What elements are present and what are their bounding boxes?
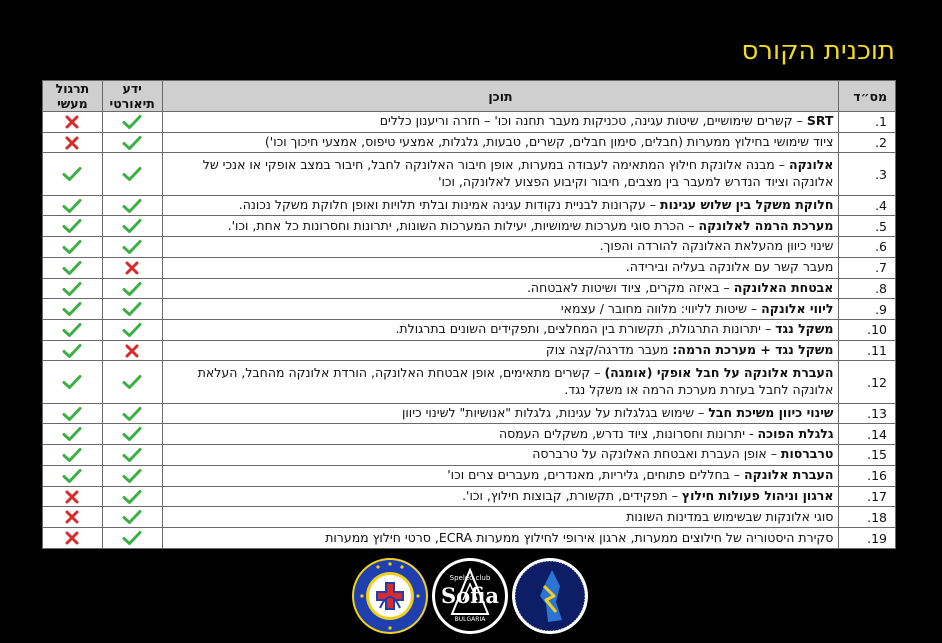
theory-mark-check-icon bbox=[102, 486, 162, 507]
row-content bbox=[162, 507, 839, 528]
theory-mark-x-icon bbox=[102, 257, 162, 278]
table-row bbox=[43, 424, 896, 445]
practice-mark-x-icon bbox=[43, 132, 103, 153]
practice-mark-x-icon bbox=[43, 486, 103, 507]
row-content bbox=[162, 403, 839, 424]
practice-mark-check-icon bbox=[43, 153, 103, 195]
row-description: – הכרת סוגי מערכות שימושיות, יעילות המערכות השונות, יתרונות וחסרונות כל אחת, וכו'. bbox=[227, 217, 699, 233]
practice-mark-check-icon bbox=[43, 340, 103, 361]
practice-mark-check-icon bbox=[43, 257, 103, 278]
row-topic: משקל נגד bbox=[775, 321, 834, 337]
table-row bbox=[43, 528, 896, 549]
theory-mark-check-icon bbox=[102, 361, 162, 403]
theory-mark-check-icon bbox=[102, 195, 162, 216]
row-description: – קשרים מתאימים, אופן אבטחת האלונקה, הורדת אלונקה מהחבל, העלאת אלונקה לחבל בעזרת מערכת הרמה או משקל נגד. bbox=[197, 365, 834, 398]
row-description: – בחללים פתוחים, גליריות, מאנדרים, מעברים צרים וכו' bbox=[447, 467, 745, 483]
row-description: מעבר קשר עם אלונקה בעליה ובירידה. bbox=[625, 259, 834, 275]
row-content bbox=[162, 465, 839, 486]
sofia-logo-top-text: Speleo club bbox=[449, 574, 491, 582]
speleo-club-sofia-logo bbox=[430, 556, 510, 636]
practice-mark-check-icon bbox=[43, 278, 103, 299]
row-content bbox=[162, 278, 839, 299]
row-number: 15. bbox=[839, 445, 896, 466]
table-row bbox=[43, 237, 896, 258]
theory-mark-check-icon bbox=[102, 237, 162, 258]
row-description: – שימוש בגלגלות על עגינות, גלגלות "אנושיות" לשינוי כיוון bbox=[401, 405, 709, 421]
row-content bbox=[162, 132, 839, 153]
table-header-row bbox=[43, 81, 896, 112]
theory-mark-check-icon bbox=[102, 445, 162, 466]
theory-mark-check-icon bbox=[102, 153, 162, 195]
row-topic: SRT bbox=[806, 113, 834, 129]
row-description: – באיזה מקרים, ציוד ושיטות לאבטחה. bbox=[526, 279, 734, 295]
row-content bbox=[162, 340, 839, 361]
header-content: תוכן bbox=[162, 81, 839, 112]
row-topic: העברת אלונקה על חבל אופקי (אומגה) bbox=[604, 365, 834, 381]
theory-mark-check-icon bbox=[102, 507, 162, 528]
table-row bbox=[43, 340, 896, 361]
practice-mark-check-icon bbox=[43, 424, 103, 445]
theory-mark-check-icon bbox=[102, 528, 162, 549]
row-description: – יתרונות התרגולת, תקשורת בין המחלצים, ותפקידים השונים בתרגולת. bbox=[395, 321, 776, 337]
row-description: שינוי כיוון מהעלאת האלונקה להורדה והפוך. bbox=[599, 238, 834, 254]
theory-mark-check-icon bbox=[102, 465, 162, 486]
row-topic: ליווי אלונקה bbox=[761, 300, 834, 316]
row-number: 6. bbox=[839, 237, 896, 258]
table-row bbox=[43, 216, 896, 237]
sofia-logo-bottom-text: BULGARIA bbox=[454, 616, 486, 623]
row-topic: העברת אלונקה bbox=[744, 467, 834, 483]
row-content bbox=[162, 320, 839, 341]
table-row bbox=[43, 132, 896, 153]
row-number: 17. bbox=[839, 486, 896, 507]
european-cave-rescue-logo bbox=[350, 556, 430, 636]
row-number: 19. bbox=[839, 528, 896, 549]
row-content bbox=[162, 361, 839, 403]
row-description: סוגי אלונקות שבשימוש במדינות השונות bbox=[626, 508, 834, 524]
row-number: 1. bbox=[839, 112, 896, 133]
row-number: 18. bbox=[839, 507, 896, 528]
theory-mark-check-icon bbox=[102, 424, 162, 445]
row-number: 4. bbox=[839, 195, 896, 216]
table-row bbox=[43, 507, 896, 528]
row-description: מעבר מדרגה/קצה צוק bbox=[545, 342, 673, 358]
row-number: 8. bbox=[839, 278, 896, 299]
row-description: – עקרונות לבניית נקודות עגינה אמינות ובלתי תלויות ואופן חלוקת משקל נכונה. bbox=[238, 197, 661, 213]
row-content bbox=[162, 486, 839, 507]
table-row bbox=[43, 445, 896, 466]
practice-mark-check-icon bbox=[43, 403, 103, 424]
row-description: סקירת היסטוריה של חילוצים ממערות, ארגון אירופי לחילוץ ממערות ECRA, סרטי חילוץ ממערות bbox=[325, 529, 834, 545]
row-number: 7. bbox=[839, 257, 896, 278]
practice-mark-check-icon bbox=[43, 195, 103, 216]
practice-mark-check-icon bbox=[43, 361, 103, 403]
row-topic: ארגון וניהול פעולות חילוץ bbox=[681, 487, 834, 503]
table-row bbox=[43, 465, 896, 486]
theory-mark-check-icon bbox=[102, 320, 162, 341]
sofia-logo-text: Sofia bbox=[440, 583, 500, 608]
row-number: 9. bbox=[839, 299, 896, 320]
row-topic: אלונקה bbox=[789, 157, 834, 173]
theory-mark-check-icon bbox=[102, 112, 162, 133]
header-theory: ידע תיאורטי bbox=[102, 81, 162, 112]
row-description: – שיטות לליווי: מלווה מחובר / עצמאי bbox=[560, 300, 762, 316]
row-number: 10. bbox=[839, 320, 896, 341]
theory-mark-check-icon bbox=[102, 278, 162, 299]
logo-bar bbox=[350, 556, 590, 638]
practice-mark-x-icon bbox=[43, 507, 103, 528]
row-topic: אבטחת האלונקה bbox=[733, 279, 834, 295]
practice-mark-check-icon bbox=[43, 465, 103, 486]
row-topic: חלוקת משקל בין שלוש עגינות bbox=[660, 197, 834, 213]
row-number: 5. bbox=[839, 216, 896, 237]
row-number: 11. bbox=[839, 340, 896, 361]
table-row bbox=[43, 278, 896, 299]
practice-mark-check-icon bbox=[43, 216, 103, 237]
practice-mark-x-icon bbox=[43, 528, 103, 549]
row-number: 2. bbox=[839, 132, 896, 153]
table-row bbox=[43, 112, 896, 133]
israel-cave-rescue-logo bbox=[510, 556, 590, 636]
row-description: – אופן העברת ואבטחת האלונקה על טרברסה bbox=[532, 446, 781, 462]
theory-mark-check-icon bbox=[102, 403, 162, 424]
table-row bbox=[43, 153, 896, 195]
practice-mark-check-icon bbox=[43, 299, 103, 320]
page-title: תוכנית הקורס bbox=[741, 36, 895, 66]
row-topic: מערכת הרמה לאלונקה bbox=[698, 217, 834, 233]
course-table bbox=[42, 80, 896, 549]
row-description: – קשרים שימושיים, שיטות עגינה, טכניקות מעבר תחנה וכו' – חזרה וריענון כללים bbox=[379, 113, 807, 129]
row-description: ציוד שימושי בחילוץ ממערות (חבלים, סימון חבלים, קשרים, טבעות, גלגלות, אמצעי טיפוס, אמצעי חיכוך וכו') bbox=[264, 134, 834, 150]
theory-mark-check-icon bbox=[102, 216, 162, 237]
theory-mark-x-icon bbox=[102, 340, 162, 361]
table-row bbox=[43, 361, 896, 403]
header-practice: תרגול מעשי bbox=[43, 81, 103, 112]
row-topic: טרברסות bbox=[780, 446, 834, 462]
theory-mark-check-icon bbox=[102, 299, 162, 320]
table-row bbox=[43, 257, 896, 278]
table-row bbox=[43, 486, 896, 507]
header-number: מס״ד bbox=[839, 81, 896, 112]
row-content bbox=[162, 153, 839, 195]
row-number: 12. bbox=[839, 361, 896, 403]
row-description: – מבנה אלונקת חילוץ המתאימה לעבודה במערות, אופן חיבור האלונקה לחבל, חיבור במצב אופקי או אנכי של אלונקה וציוד הנדרש למעבר בין מצבים, חיבור וקיבוע הפצוע לאלונקה, וכו' bbox=[202, 157, 834, 190]
row-topic: שינוי כיוון משיכת חבל bbox=[708, 405, 834, 421]
row-content bbox=[162, 237, 839, 258]
row-number: 14. bbox=[839, 424, 896, 445]
table-row bbox=[43, 195, 896, 216]
table-row bbox=[43, 320, 896, 341]
row-number: 16. bbox=[839, 465, 896, 486]
practice-mark-check-icon bbox=[43, 445, 103, 466]
row-description: – תפקידים, תקשורת, קבוצות חילוץ, וכו'. bbox=[462, 487, 682, 503]
practice-mark-check-icon bbox=[43, 237, 103, 258]
row-topic: גלגלת הפוכה bbox=[757, 425, 834, 441]
row-content bbox=[162, 445, 839, 466]
theory-mark-check-icon bbox=[102, 132, 162, 153]
practice-mark-x-icon bbox=[43, 112, 103, 133]
row-content bbox=[162, 257, 839, 278]
table-row bbox=[43, 299, 896, 320]
row-topic: משקל נגד + מערכת הרמה: bbox=[672, 342, 834, 358]
practice-mark-check-icon bbox=[43, 320, 103, 341]
row-content bbox=[162, 195, 839, 216]
table-row bbox=[43, 403, 896, 424]
row-content bbox=[162, 424, 839, 445]
row-content bbox=[162, 216, 839, 237]
row-description: - יתרונות וחסרונות, ציוד נדרש, משקלים העמסה bbox=[498, 425, 758, 441]
row-content bbox=[162, 112, 839, 133]
row-content bbox=[162, 528, 839, 549]
row-content bbox=[162, 299, 839, 320]
row-number: 3. bbox=[839, 153, 896, 195]
row-number: 13. bbox=[839, 403, 896, 424]
